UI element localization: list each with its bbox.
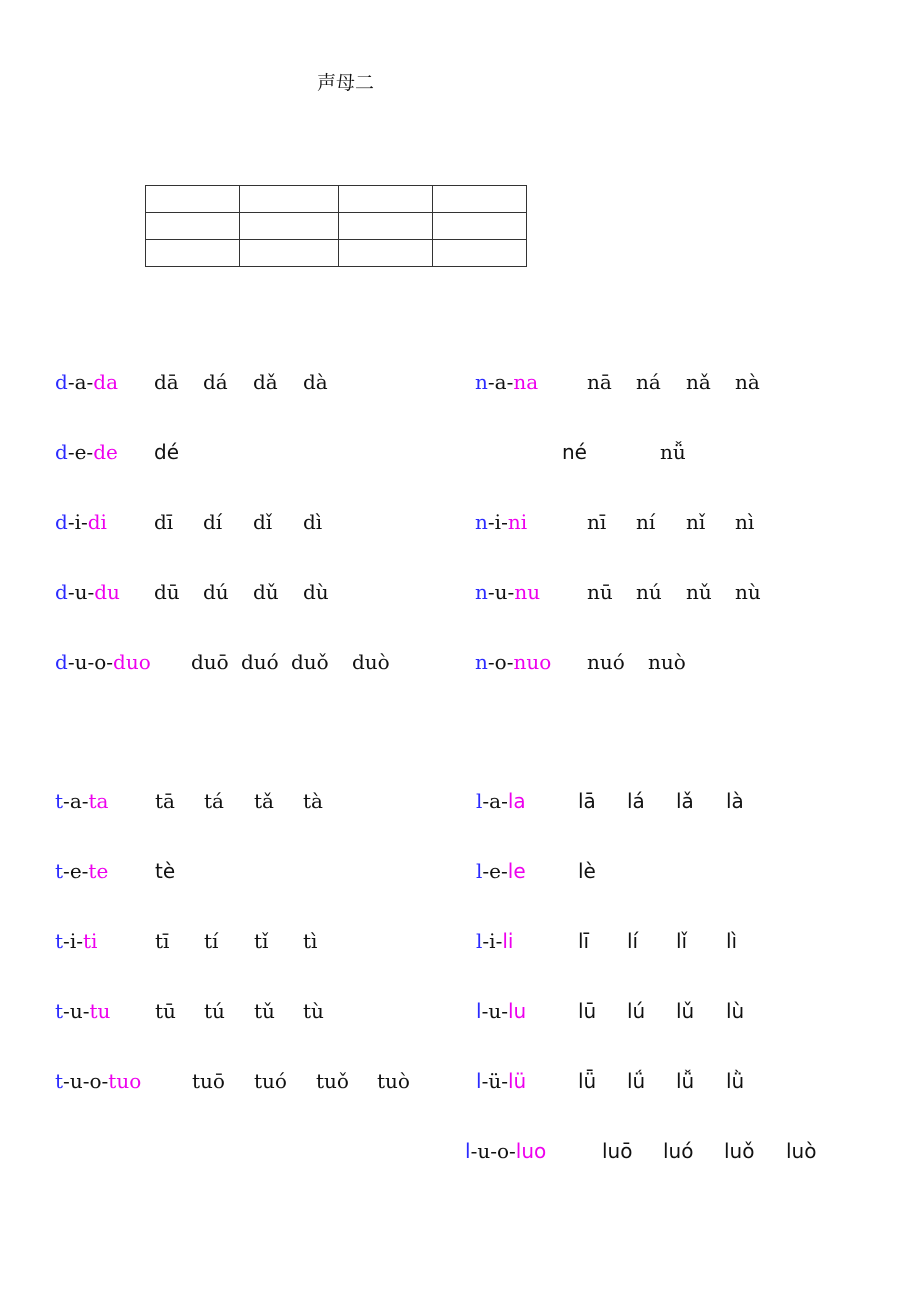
final: u (74, 580, 88, 604)
tone-1: nī (587, 510, 607, 534)
tone-1: duō (191, 650, 229, 674)
dash: - (87, 650, 95, 674)
tone-1: nā (587, 370, 612, 394)
medial: u (477, 1139, 491, 1163)
dash: - (506, 650, 514, 674)
tone-3: tǐ (254, 929, 269, 953)
tone-1: lā (578, 789, 596, 813)
dash: - (509, 1139, 516, 1163)
initial: l (476, 859, 483, 883)
syllable: tu (89, 999, 111, 1023)
tone-2: ná (636, 370, 661, 394)
grid-cell (240, 186, 339, 213)
dash: - (482, 789, 490, 813)
tone-3: nǎ (686, 370, 711, 394)
grid-row (146, 240, 527, 267)
medial: u (74, 650, 88, 674)
grid-cell (433, 240, 527, 267)
dash: - (106, 650, 114, 674)
initial: d (55, 650, 68, 674)
initial: l (476, 1069, 482, 1093)
dash: - (490, 1139, 497, 1163)
dash: - (82, 1069, 90, 1093)
tone-1: tā (155, 789, 175, 813)
initial: t (55, 999, 64, 1023)
tone-3: dǎ (253, 370, 278, 394)
grid-cell (146, 213, 240, 240)
tone-4: dì (303, 510, 323, 534)
tone-2: luó (663, 1139, 694, 1163)
tone-1: tī (155, 929, 170, 953)
tone-1: lī (578, 929, 590, 953)
syllable: di (87, 510, 107, 534)
tone-1: lū (578, 999, 597, 1023)
dash: - (101, 1069, 109, 1093)
dash: - (501, 859, 508, 883)
syllable: tuo (108, 1069, 142, 1093)
tone-3: duǒ (291, 650, 329, 674)
spelling (465, 1139, 546, 1163)
tone-2: lá (627, 789, 645, 813)
final: ü (488, 1069, 502, 1093)
tone-2: tuó (254, 1069, 287, 1093)
tone-4: là (726, 789, 744, 813)
tone-3: lǎ (676, 789, 694, 813)
tone-2: duó (241, 650, 279, 674)
final: a (74, 370, 87, 394)
initial: t (55, 929, 64, 953)
initial: t (55, 859, 64, 883)
tone-2: nuó (587, 650, 625, 674)
spelling (55, 580, 120, 604)
spelling (476, 859, 526, 883)
spelling (475, 650, 551, 674)
final: o (89, 1069, 102, 1093)
syllable: le (507, 859, 526, 883)
tone-1: dā (154, 370, 179, 394)
dash: - (81, 789, 89, 813)
tone-4: lǜ (726, 1069, 745, 1093)
dash: - (63, 789, 70, 813)
grid-cell (339, 186, 433, 213)
grid-cell (146, 186, 240, 213)
spelling (476, 929, 513, 953)
final: e (74, 440, 87, 464)
dash: - (67, 580, 75, 604)
dash: - (501, 999, 508, 1023)
dash: - (487, 580, 495, 604)
tone-1: nū (587, 580, 613, 604)
initial: n (475, 650, 488, 674)
grid-row (146, 186, 527, 213)
final: u (494, 580, 508, 604)
grid-row (146, 213, 527, 240)
syllable: la (507, 789, 526, 813)
final: i (489, 929, 496, 953)
syllable: nu (514, 580, 541, 604)
grid-cell (240, 240, 339, 267)
grid-cell (433, 213, 527, 240)
grid-cell (146, 240, 240, 267)
dash: - (67, 440, 75, 464)
dash: - (63, 859, 70, 883)
syllable: ti (82, 929, 98, 953)
dash: - (76, 929, 83, 953)
dash: - (82, 999, 90, 1023)
tone-2: tá (204, 789, 224, 813)
initial: n (475, 370, 488, 394)
final: i (69, 929, 77, 953)
dash: - (506, 370, 514, 394)
tone-3: tuǒ (316, 1069, 349, 1093)
tone-1: dū (154, 580, 180, 604)
dash: - (63, 999, 70, 1023)
tone-1: tuō (192, 1069, 225, 1093)
dash: - (67, 370, 75, 394)
tone-2: lí (627, 929, 639, 953)
tone-4: tè (155, 859, 176, 883)
initial: l (465, 1139, 471, 1163)
tone-4: tì (303, 929, 318, 953)
dash: - (487, 510, 495, 534)
tone-1: tū (155, 999, 176, 1023)
tone-1: luō (602, 1139, 633, 1163)
spelling (476, 1069, 526, 1093)
spelling (55, 859, 108, 883)
tone-4: nì (735, 510, 755, 534)
spelling (55, 370, 118, 394)
dash: - (63, 929, 70, 953)
page-title: 声母二 (317, 72, 375, 94)
syllable: duo (113, 650, 151, 674)
initial: t (55, 1069, 64, 1093)
tone-4: duò (352, 650, 390, 674)
tone-1: lǖ (578, 1069, 597, 1093)
grid-cell (240, 213, 339, 240)
tone-2: tú (204, 999, 225, 1023)
dash: - (501, 510, 508, 534)
dash: - (67, 650, 75, 674)
syllable: luo (515, 1139, 547, 1163)
tone-4: dù (303, 580, 329, 604)
writing-grid (145, 185, 527, 267)
initial: l (476, 789, 483, 813)
tone-2: dí (203, 510, 223, 534)
tone-4: luò (786, 1139, 817, 1163)
tone-4: tù (303, 999, 324, 1023)
final: e (69, 859, 82, 883)
final: a (494, 370, 507, 394)
dash: - (87, 580, 95, 604)
syllable: li (502, 929, 514, 953)
syllable: nuo (513, 650, 552, 674)
dash: - (481, 1069, 489, 1093)
tone-4: nà (735, 370, 760, 394)
final: e (489, 859, 502, 883)
syllable: lü (507, 1069, 527, 1093)
tone-3: dǔ (253, 580, 279, 604)
spelling (55, 440, 118, 464)
tone-3: nǐ (686, 510, 706, 534)
tone-3: lǚ (676, 1069, 695, 1093)
spelling (55, 1069, 141, 1093)
final: o (496, 1139, 510, 1163)
medial: u (69, 1069, 83, 1093)
spelling (476, 789, 526, 813)
syllable: ni (507, 510, 528, 534)
dash: - (482, 929, 490, 953)
syllable: du (94, 580, 120, 604)
spelling (476, 999, 526, 1023)
tone-2: ní (636, 510, 656, 534)
initial: n (475, 510, 488, 534)
spelling (55, 650, 151, 674)
final: a (489, 789, 502, 813)
spelling (475, 510, 527, 534)
tone-3: nǔ (686, 580, 712, 604)
spelling (55, 929, 97, 953)
dash: - (470, 1139, 478, 1163)
spelling (55, 999, 110, 1023)
syllable: de (93, 440, 118, 464)
dash: - (86, 440, 94, 464)
dash: - (482, 859, 490, 883)
dash: - (63, 1069, 70, 1093)
tone-4: lù (726, 999, 745, 1023)
initial: n (475, 580, 488, 604)
final: o (94, 650, 107, 674)
grid-cell (339, 240, 433, 267)
syllable: na (513, 370, 539, 394)
tone-3: dǐ (253, 510, 273, 534)
initial: d (55, 510, 68, 534)
tone-3: tǎ (254, 789, 274, 813)
final: a (69, 789, 82, 813)
dash: - (501, 789, 508, 813)
tone-4: nù (735, 580, 761, 604)
syllable-ne: né (562, 440, 587, 464)
dash: - (481, 999, 489, 1023)
final: i (74, 510, 81, 534)
dash: - (67, 510, 75, 534)
spelling (475, 580, 540, 604)
dash: - (80, 510, 88, 534)
dash: - (86, 370, 94, 394)
grid-cell (433, 186, 527, 213)
dash: - (487, 370, 495, 394)
syllable: lu (507, 999, 527, 1023)
final: i (494, 510, 502, 534)
syllable: ta (88, 789, 109, 813)
tone-4: lì (726, 929, 738, 953)
syllable: da (93, 370, 119, 394)
tone-4: lè (578, 859, 596, 883)
initial: d (55, 370, 68, 394)
tone-2: lǘ (627, 1069, 646, 1093)
spelling (55, 510, 107, 534)
initial: l (476, 929, 483, 953)
initial: t (55, 789, 64, 813)
tone-2: dé (154, 440, 179, 464)
tone-2: dú (203, 580, 229, 604)
initial: d (55, 580, 68, 604)
tone-3: luǒ (724, 1139, 755, 1163)
spelling (55, 789, 108, 813)
tone-2: lú (627, 999, 646, 1023)
tone-2: tí (204, 929, 219, 953)
dash: - (487, 650, 495, 674)
syllable-nv: nǚ (660, 440, 686, 464)
tone-2: nú (636, 580, 662, 604)
initial: l (476, 999, 482, 1023)
initial: d (55, 440, 68, 464)
spelling (475, 370, 538, 394)
final: u (69, 999, 83, 1023)
tone-4: tà (303, 789, 323, 813)
tone-2: dá (203, 370, 228, 394)
syllable: te (88, 859, 109, 883)
tone-4: nuò (648, 650, 686, 674)
tone-4: tuò (377, 1069, 410, 1093)
final: o (494, 650, 507, 674)
dash: - (81, 859, 89, 883)
dash: - (495, 929, 503, 953)
tone-3: lǔ (676, 999, 695, 1023)
tone-4: dà (303, 370, 328, 394)
tone-3: lǐ (676, 929, 688, 953)
tone-3: tǔ (254, 999, 275, 1023)
tone-1: dī (154, 510, 174, 534)
final: u (488, 999, 502, 1023)
grid-cell (339, 213, 433, 240)
dash: - (501, 1069, 508, 1093)
dash: - (507, 580, 515, 604)
